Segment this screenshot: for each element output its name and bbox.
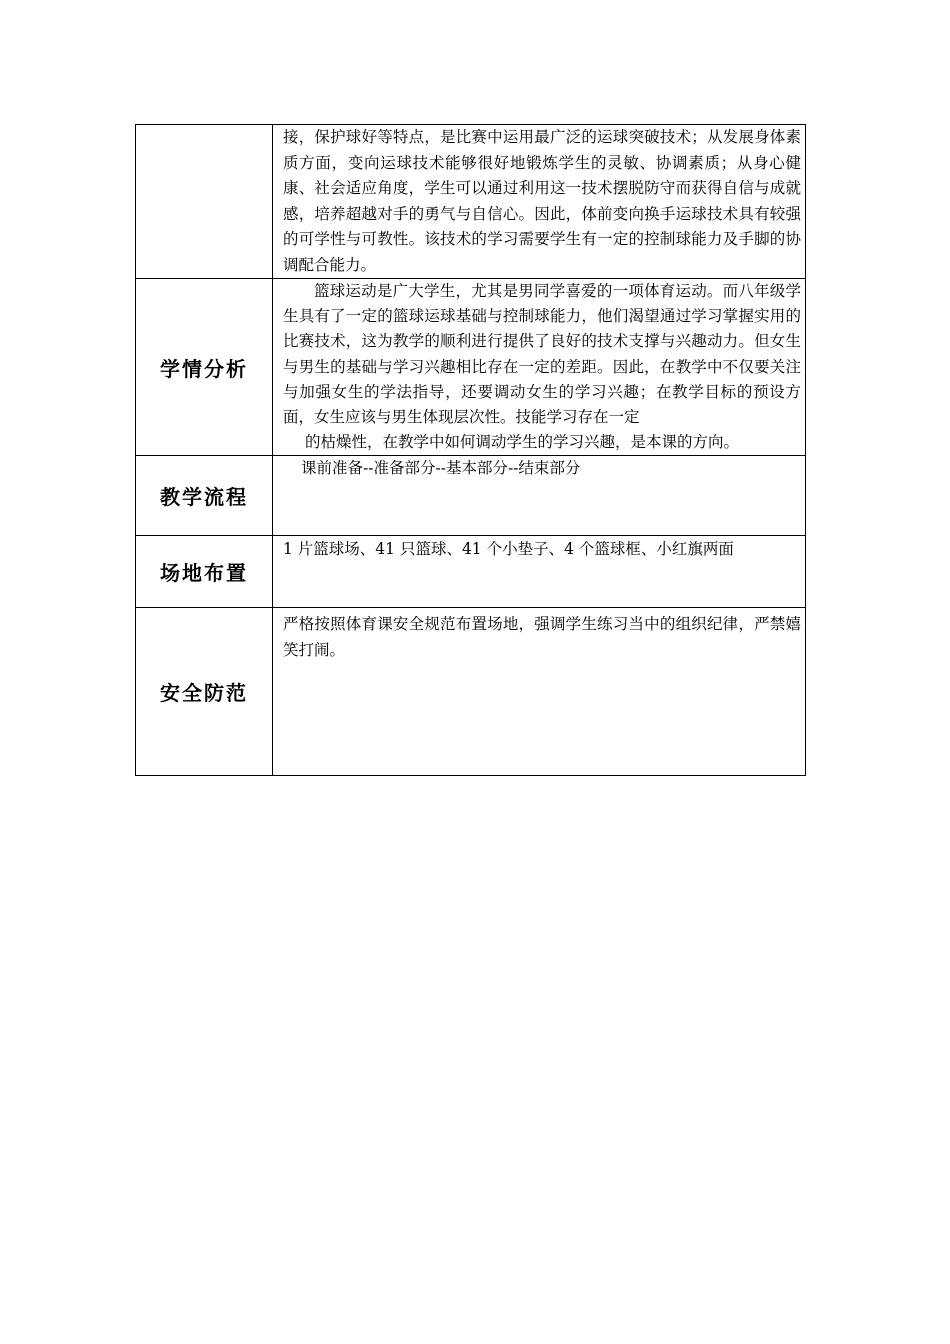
table-row-teaching-content-continued xyxy=(136,125,806,279)
row-label: 安全防范 xyxy=(160,681,248,706)
row-content-cell xyxy=(273,536,806,608)
row-label: 学情分析 xyxy=(160,356,248,381)
row-content-text: 严格按照体育课安全规范布置场地，强调学生练习当中的组织纪律，严禁嬉笑打闹。 xyxy=(283,615,801,660)
row-content-cell xyxy=(273,456,806,536)
row-label-cell xyxy=(136,125,273,279)
lesson-plan-table xyxy=(135,124,806,776)
row-content-text: 接，保护球好等特点，是比赛中运用最广泛的运球突破技术；从发展身体素质方面，变向运球技术能够很好地锻炼学生的灵敏、协调素质；从身心健康、社会适应角度，学生可以通过利用这一技术摆脱防守而获得自信与成就感，培养超越对手的勇气与自信心。因此，体前变向换手运球技术具有较强的可学性与可教性。该技术的学习需要学生有一定的控制球能力及手脚的协调配合能力。 xyxy=(283,128,801,274)
row-content-text: 篮球运动是广大学生，尤其是男同学喜爱的一项体育运动。而八年级学生具有了一定的篮球运球基础与控制球能力，他们渴望通过学习掌握实用的比赛技术，这为教学的顺利进行提供了良好的技术支撑与兴趣动力。但女生与男生的基础与学习兴趣相比存在一定的差距。因此，在教学中不仅要关注与加强女生的学法指导，还要调动女生的学习兴趣；在教学目标的预设方面，女生应该与男生体现层次性。技能学习存在一定 xyxy=(283,282,801,427)
table-row-teaching-process xyxy=(136,456,806,536)
row-label-cell xyxy=(136,608,273,776)
table-row-venue-layout xyxy=(136,536,806,608)
row-content-cell xyxy=(273,125,806,279)
row-content-text: 课前准备--准备部分--基本部分--结束部分 xyxy=(301,459,581,478)
row-label: 教学流程 xyxy=(160,485,248,510)
row-label-cell xyxy=(136,456,273,536)
row-content-text: 1 片篮球场、41 只篮球、41 个小垫子、4 个篮球框、小红旗两面 xyxy=(283,540,734,559)
table-row-safety xyxy=(136,608,806,776)
row-content-cell xyxy=(273,608,806,776)
table-row-student-analysis xyxy=(136,279,806,456)
row-label-cell xyxy=(136,536,273,608)
row-content-cell xyxy=(273,279,806,456)
row-content-text-last-line: 的枯燥性，在教学中如何调动学生的学习兴趣，是本课的方向。 xyxy=(305,433,740,452)
row-label-cell xyxy=(136,279,273,456)
row-label: 场地布置 xyxy=(160,561,248,586)
